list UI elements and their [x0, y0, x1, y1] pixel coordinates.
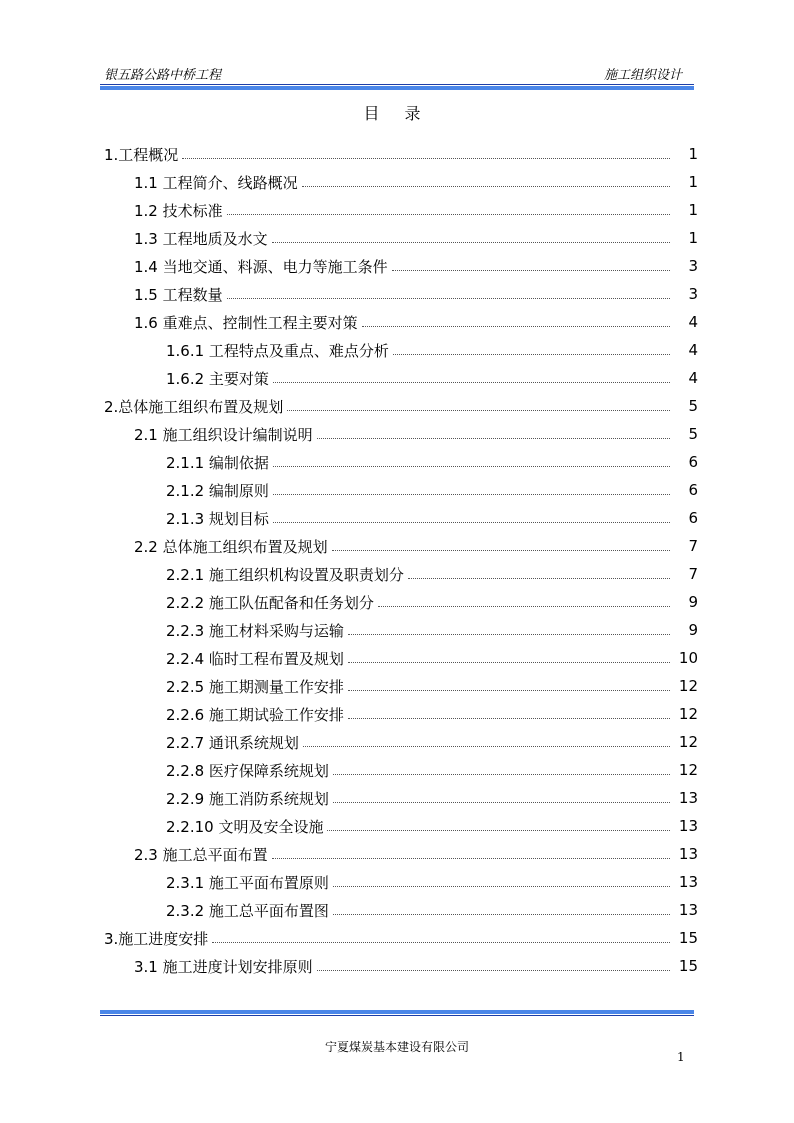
toc-entry[interactable]: [166, 700, 698, 728]
toc-entry[interactable]: [166, 588, 698, 616]
toc-entry-label: 2.2.4 临时工程布置及规划: [166, 649, 344, 668]
toc-leader-dots: [348, 718, 670, 719]
toc-entry-page: 15: [678, 957, 698, 975]
toc-entry-label: 2.3 施工总平面布置: [134, 845, 268, 864]
toc-entry-label: 1.3 工程地质及水文: [134, 229, 268, 248]
toc-leader-dots: [302, 186, 670, 187]
toc-entry-label: 1.4 当地交通、料源、电力等施工条件: [134, 257, 388, 276]
toc-entry-label: 1.工程概况: [104, 145, 179, 164]
toc-entry[interactable]: [166, 336, 698, 364]
toc-leader-dots: [392, 270, 670, 271]
toc-entry-page: 6: [688, 481, 698, 499]
toc-entry-page: 4: [688, 369, 698, 387]
toc-entry-label: 2.1.3 规划目标: [166, 509, 269, 528]
toc-leader-dots: [273, 466, 670, 467]
toc-entry-page: 9: [688, 593, 698, 611]
toc-leader-dots: [333, 914, 670, 915]
toc-entry-page: 13: [678, 873, 698, 891]
toc-leader-dots: [393, 354, 670, 355]
toc-entry-page: 7: [688, 537, 698, 555]
toc-entry[interactable]: [166, 504, 698, 532]
toc-entry-label: 2.2.5 施工期测量工作安排: [166, 677, 344, 696]
toc-entry-label: 1.5 工程数量: [134, 285, 223, 304]
toc-entry-page: 12: [678, 733, 698, 751]
toc-entry-page: 1: [688, 145, 698, 163]
toc-entry-page: 12: [678, 677, 698, 695]
toc-entry-page: 5: [688, 425, 698, 443]
toc-entry[interactable]: [134, 420, 698, 448]
toc-entry-page: 13: [678, 845, 698, 863]
toc-entry-label: 1.6.2 主要对策: [166, 369, 269, 388]
toc-entry-label: 2.1.2 编制原则: [166, 481, 269, 500]
header-rule-thick: [100, 86, 694, 90]
toc-leader-dots: [303, 746, 670, 747]
toc-title: 目 录: [363, 104, 431, 123]
toc-entry[interactable]: [134, 952, 698, 980]
toc-leader-dots: [333, 802, 670, 803]
toc-entry[interactable]: [134, 224, 698, 252]
toc-entry-page: 9: [688, 621, 698, 639]
footer-rule-thin: [100, 1015, 694, 1016]
toc-leader-dots: [272, 858, 670, 859]
toc-leader-dots: [227, 298, 670, 299]
toc-entry-label: 2.2.7 通讯系统规划: [166, 733, 299, 752]
toc-entry[interactable]: [166, 756, 698, 784]
toc-entry-label: 2.2.6 施工期试验工作安排: [166, 705, 344, 724]
toc-leader-dots: [272, 242, 670, 243]
toc-entry[interactable]: [166, 868, 698, 896]
footer-rule-thick: [100, 1010, 694, 1014]
toc-entry-page: 6: [688, 509, 698, 527]
toc-entry[interactable]: [134, 532, 698, 560]
header-project-name: 银五路公路中桥工程: [104, 68, 222, 83]
toc-leader-dots: [212, 942, 670, 943]
toc-entry[interactable]: [166, 476, 698, 504]
toc-entry-label: 2.1 施工组织设计编制说明: [134, 425, 313, 444]
toc-entry-label: 3.施工进度安排: [104, 929, 209, 948]
toc-leader-dots: [348, 634, 670, 635]
toc-leader-dots: [327, 830, 670, 831]
toc-entry-label: 1.2 技术标准: [134, 201, 223, 220]
toc-entry-label: 2.总体施工组织布置及规划: [104, 397, 284, 416]
toc-leader-dots: [332, 550, 670, 551]
toc-entry[interactable]: [166, 728, 698, 756]
toc-entry-page: 3: [688, 285, 698, 303]
toc-entry-page: 12: [678, 705, 698, 723]
toc-entry-page: 3: [688, 257, 698, 275]
toc-entry[interactable]: [166, 560, 698, 588]
toc-leader-dots: [182, 158, 670, 159]
toc-entry-page: 7: [688, 565, 698, 583]
toc-leader-dots: [348, 662, 670, 663]
toc-entry[interactable]: [104, 924, 698, 952]
toc-leader-dots: [362, 326, 670, 327]
toc-leader-dots: [333, 886, 670, 887]
toc-entry[interactable]: [166, 812, 698, 840]
toc-entry-label: 2.2.9 施工消防系统规划: [166, 789, 329, 808]
toc-entry[interactable]: [166, 896, 698, 924]
toc-entry-page: 1: [688, 173, 698, 191]
toc-entry-label: 2.3.2 施工总平面布置图: [166, 901, 329, 920]
toc-entry-label: 2.2.8 医疗保障系统规划: [166, 761, 329, 780]
toc-leader-dots: [227, 214, 670, 215]
toc-leader-dots: [273, 494, 670, 495]
toc-entry-label: 2.1.1 编制依据: [166, 453, 269, 472]
toc-leader-dots: [408, 578, 670, 579]
toc-leader-dots: [348, 690, 670, 691]
page-number: 1: [677, 1050, 685, 1064]
toc-entry-label: 1.1 工程简介、线路概况: [134, 173, 298, 192]
toc-entry-page: 12: [678, 761, 698, 779]
toc-entry[interactable]: [134, 308, 698, 336]
toc-entry-page: 4: [688, 313, 698, 331]
toc-entry[interactable]: [166, 448, 698, 476]
toc-entry-page: 10: [678, 649, 698, 667]
toc-entry[interactable]: [104, 140, 698, 168]
toc-entry-page: 13: [678, 789, 698, 807]
toc-leader-dots: [317, 970, 670, 971]
toc-entry-label: 2.3.1 施工平面布置原则: [166, 873, 329, 892]
toc-leader-dots: [378, 606, 670, 607]
toc-entry[interactable]: [166, 364, 698, 392]
toc-entry[interactable]: [104, 392, 698, 420]
toc-leader-dots: [317, 438, 670, 439]
toc-entry-label: 2.2 总体施工组织布置及规划: [134, 537, 328, 556]
toc-entry[interactable]: [134, 196, 698, 224]
footer-company: 宁夏煤炭基本建设有限公司: [324, 1040, 469, 1054]
toc-entry[interactable]: [166, 644, 698, 672]
toc-entry-page: 4: [688, 341, 698, 359]
toc-entry-page: 15: [678, 929, 698, 947]
toc-entry-label: 3.1 施工进度计划安排原则: [134, 957, 313, 976]
toc-entry[interactable]: [134, 252, 698, 280]
toc-leader-dots: [333, 774, 670, 775]
toc-entry-page: 1: [688, 201, 698, 219]
toc-entry-label: 1.6 重难点、控制性工程主要对策: [134, 313, 358, 332]
toc-entry-label: 2.2.2 施工队伍配备和任务划分: [166, 593, 374, 612]
toc-entry-page: 1: [688, 229, 698, 247]
toc-entry[interactable]: [134, 168, 698, 196]
toc-entry-label: 2.2.1 施工组织机构设置及职责划分: [166, 565, 404, 584]
toc-entry[interactable]: [134, 840, 698, 868]
toc-entry[interactable]: [166, 616, 698, 644]
header-doc-type: 施工组织设计: [603, 68, 682, 83]
toc-entry[interactable]: [166, 672, 698, 700]
toc-entry-label: 2.2.3 施工材料采购与运输: [166, 621, 344, 640]
toc-entry-label: 1.6.1 工程特点及重点、难点分析: [166, 341, 389, 360]
toc-entry-page: 13: [678, 901, 698, 919]
header-rule-thin: [100, 84, 694, 85]
toc-leader-dots: [287, 410, 670, 411]
toc-leader-dots: [273, 522, 670, 523]
toc-leader-dots: [273, 382, 670, 383]
toc-entry[interactable]: [166, 784, 698, 812]
toc-entry-page: 6: [688, 453, 698, 471]
toc-entry-label: 2.2.10 文明及安全设施: [166, 817, 324, 836]
toc-entry[interactable]: [134, 280, 698, 308]
toc-entry-page: 13: [678, 817, 698, 835]
toc-entry-page: 5: [688, 397, 698, 415]
